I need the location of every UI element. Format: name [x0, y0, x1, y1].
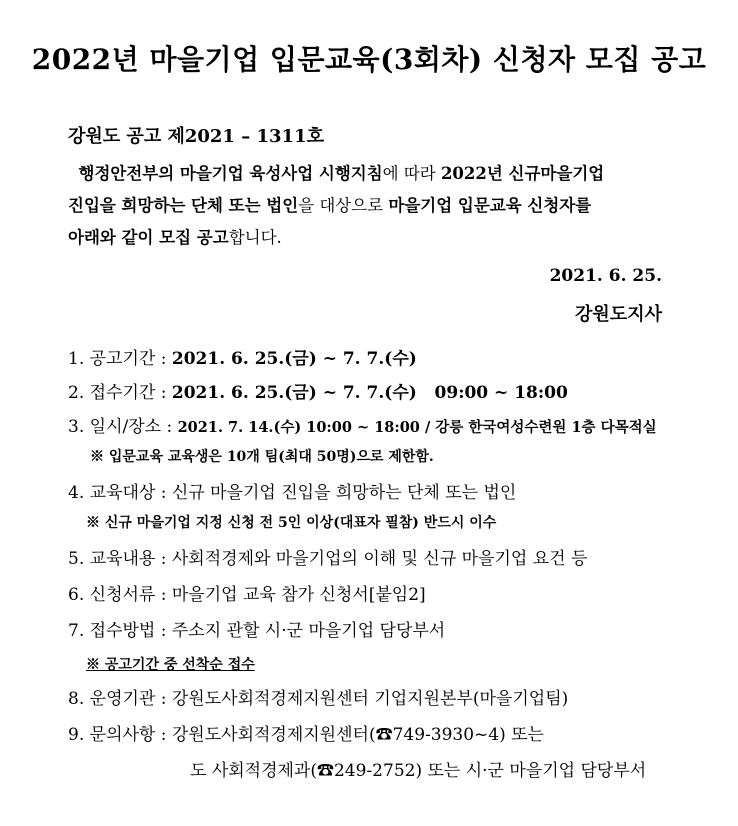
- note-item-4: ※ 신규 마을기업 지정 신청 전 5인 이상(대표자 필참) 반드시 이수: [86, 515, 497, 531]
- notice-date: 2021. 6. 25.: [549, 266, 662, 286]
- intro-text-4: 진입을 희망하는 단체 또는 법인: [68, 196, 299, 215]
- item-number: 2.: [68, 383, 85, 403]
- intro-text-2: 에 따라: [382, 164, 441, 183]
- item-number: 7.: [68, 621, 85, 641]
- note-item-3: ※ 입문교육 교육생은 10개 팀(최대 50명)으로 제한함.: [90, 449, 434, 465]
- item-4: [68, 478, 516, 503]
- item-number: 4.: [68, 483, 85, 503]
- signer: 강원도지사: [575, 304, 662, 325]
- intro-text-8: 합니다.: [228, 228, 282, 247]
- intro-line-2: [68, 190, 668, 222]
- item-value: 2021. 6. 25.(금) ~ 7. 7.(수): [171, 349, 417, 369]
- item-number: 9.: [68, 725, 85, 745]
- item-label: 공고기간 :: [89, 349, 172, 369]
- intro-line-3: [68, 222, 668, 254]
- intro-line-1: [68, 158, 668, 190]
- intro-text-5: 을 대상으로: [298, 196, 389, 215]
- item-label: 접수방법 :: [89, 621, 172, 641]
- item-label: 교육대상 :: [89, 483, 172, 503]
- note-item-7-text: ※ 공고기간 중 선착순 접수: [86, 657, 255, 673]
- item-value: 강원도사회적경제지원센터 기업지원본부(마을기업팀): [171, 689, 569, 709]
- item-label: 운영기관 :: [89, 689, 172, 709]
- item-label: 접수기간 :: [89, 383, 172, 403]
- note-item-7: [86, 654, 255, 674]
- item-value: 강원도사회적경제지원센터(☎749-3930~4) 또는: [171, 725, 544, 745]
- notice-number: 강원도 공고 제2021 – 1311호: [68, 126, 324, 147]
- item-2: [68, 378, 568, 403]
- item-label: 일시/장소 :: [89, 417, 178, 437]
- item-number: 8.: [68, 689, 85, 709]
- item-value: 사회적경제와 마을기업의 이해 및 신규 마을기업 요건 등: [171, 549, 588, 569]
- item-9-continuation: 도 사회적경제과(☎249-2752) 또는 시·군 마을기업 담당부서: [190, 761, 647, 781]
- intro-text-6: 마을기업 입문교육 신청자를: [388, 196, 592, 215]
- item-8: [68, 684, 568, 709]
- intro-indent: [68, 164, 79, 183]
- item-number: 6.: [68, 585, 85, 605]
- item-number: 3.: [68, 417, 85, 437]
- item-number: 5.: [68, 549, 85, 569]
- intro-text-7: 아래와 같이 모집 공고: [68, 228, 229, 247]
- item-value: 주소지 관할 시·군 마을기업 담당부서: [171, 621, 446, 641]
- item-label: 신청서류 :: [89, 585, 172, 605]
- item-value: 신규 마을기업 진입을 희망하는 단체 또는 법인: [171, 483, 517, 503]
- item-label: 문의사항 :: [89, 725, 172, 745]
- item-9: [68, 720, 544, 745]
- item-value: 2021. 7. 14.(수) 10:00 ~ 18:00 / 강릉 한국여성수련원 1층 다목적실: [177, 419, 657, 436]
- page-title: 2022년 마을기업 입문교육(3회차) 신청자 모집 공고: [31, 43, 707, 76]
- item-label: 교육내용 :: [89, 549, 172, 569]
- item-3: [68, 412, 657, 437]
- item-value: 마을기업 교육 참가 신청서[붙임2]: [171, 585, 426, 605]
- item-1: [68, 344, 417, 369]
- item-5: [68, 544, 587, 569]
- intro-text-1: 행정안전부의 마을기업 육성사업 시행지침: [78, 164, 383, 183]
- item-value: 2021. 6. 25.(금) ~ 7. 7.(수) 09:00 ~ 18:00: [171, 383, 568, 403]
- item-6: [68, 580, 426, 605]
- item-7: [68, 616, 445, 641]
- intro-text-3: 2022년 신규마을기업: [440, 164, 605, 183]
- item-number: 1.: [68, 349, 85, 369]
